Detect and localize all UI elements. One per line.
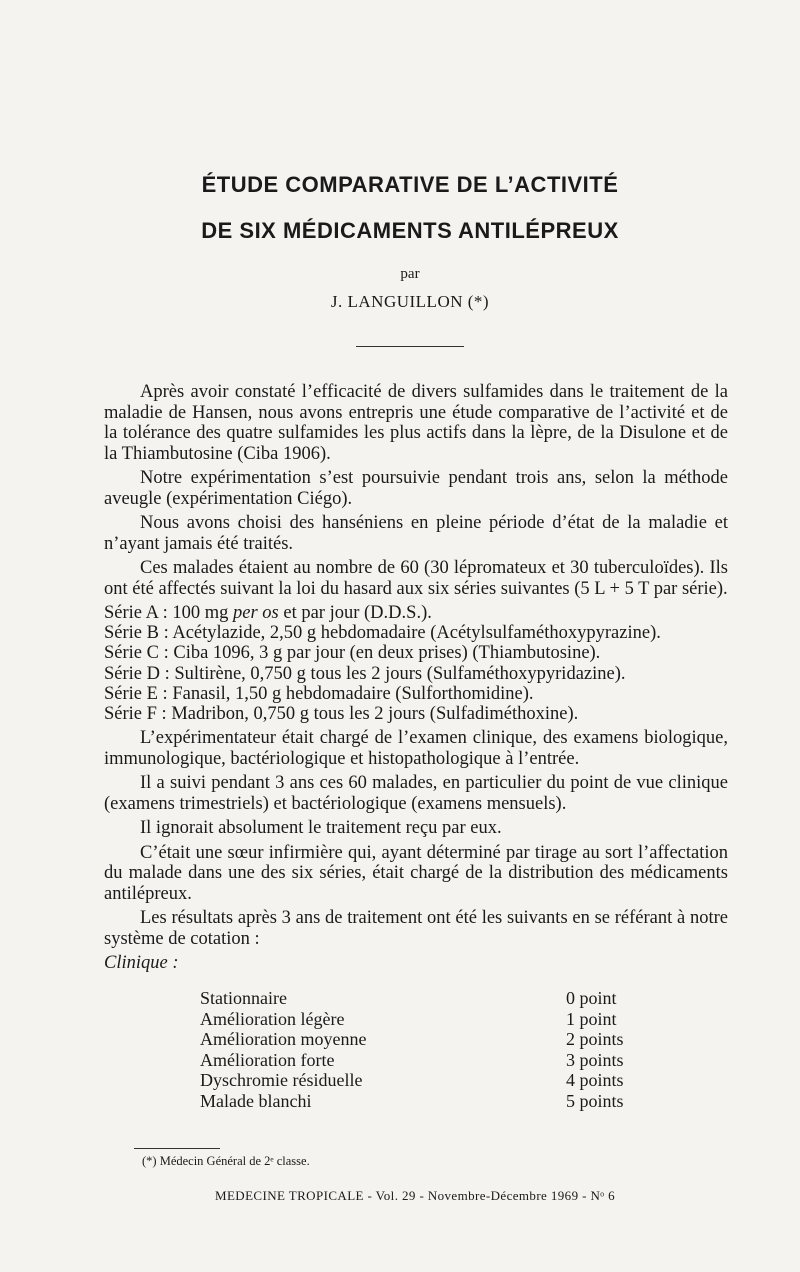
score-label: Dyschromie résiduelle bbox=[200, 1070, 363, 1090]
series-item: Série D : Sultirène, 0,750 g tous les 2 jours (Sulfaméthoxypyridazine). bbox=[104, 663, 626, 684]
series-item: Série B : Acétylazide, 2,50 g hebdomadaire (Acétylsulfaméthoxypyrazine). bbox=[104, 623, 661, 644]
paragraph: Notre expérimentation s’est poursuivie pendant trois ans, selon la méthode aveugle (expérimentation Ciégo). bbox=[104, 468, 728, 509]
paragraph: Nous avons choisi des hanséniens en pleine période d’état de la maladie et n’ayant jamais été traités. bbox=[104, 513, 728, 554]
paragraph: Il a suivi pendant 3 ans ces 60 malades, en particulier du point de vue clinique (examens trimestriels) et bactériologique (examens mensuels). bbox=[104, 773, 728, 814]
title-line-2: DE SIX MÉDICAMENTS ANTILÉPREUX bbox=[201, 218, 619, 243]
paragraph: L’expérimentateur était chargé de l’examen clinique, des examens biologique, immunologique, bactériologique et histopathologique à l’entrée. bbox=[104, 728, 728, 769]
score-row bbox=[200, 1091, 640, 1112]
score-row bbox=[200, 1070, 640, 1091]
title-line-1: ÉTUDE COMPARATIVE DE L’ACTIVITÉ bbox=[201, 172, 619, 197]
score-row bbox=[200, 1050, 640, 1071]
paragraph: Il ignorait absolument le traitement reçu par eux. bbox=[140, 818, 502, 839]
score-label: Amélioration forte bbox=[200, 1049, 335, 1070]
score-row bbox=[200, 1009, 640, 1030]
score-value: 1 point bbox=[566, 1008, 617, 1029]
series-item: Série F : Madribon, 0,750 g tous les 2 jours (Sulfadiméthoxine). bbox=[104, 704, 579, 725]
series-item: Série E : Fanasil, 1,50 g hebdomadaire (Sulforthomidine). bbox=[104, 683, 534, 704]
series-item: Série A : 100 mg per os et par jour (D.D.S.). bbox=[104, 603, 432, 623]
score-label: Malade blanchi bbox=[200, 1090, 312, 1111]
score-label: Amélioration légère bbox=[200, 1008, 345, 1029]
paragraph: Ces malades étaient au nombre de 60 (30 lépromateux et 30 tuberculoïdes). Ils ont été affectés suivant la loi du hasard aux six séries suivantes (5 L + 5 T par série). bbox=[104, 558, 728, 599]
score-value: 3 points bbox=[566, 1049, 624, 1070]
score-label: Stationnaire bbox=[200, 988, 287, 1008]
clinique-label: Clinique : bbox=[104, 953, 179, 974]
journal-footer: MEDECINE TROPICALE - Vol. 29 - Novembre-Décembre 1969 - Nᵒ 6 bbox=[215, 1188, 615, 1203]
author-divider bbox=[356, 346, 464, 347]
paragraph: Après avoir constaté l’efficacité de divers sulfamides dans le traitement de la maladie de Hansen, nous avons entrepris une étude comparative de l’activité et de la tolérance des quatre sulfamides les plus actifs dans la lèpre, de la Disulone et de la Thiambutosine (Ciba 1906). bbox=[104, 382, 728, 464]
score-value: 2 points bbox=[566, 1029, 624, 1049]
score-row bbox=[200, 988, 640, 1009]
score-label: Amélioration moyenne bbox=[200, 1029, 367, 1049]
score-value: 0 point bbox=[566, 988, 617, 1008]
article-body bbox=[104, 382, 728, 978]
series-item: Série C : Ciba 1096, 3 g par jour (en deux prises) (Thiambutosine). bbox=[104, 643, 601, 664]
score-row bbox=[200, 1029, 640, 1050]
author: J. LANGUILLON (*) bbox=[330, 292, 490, 311]
scoring-table bbox=[200, 988, 640, 1111]
score-value: 4 points bbox=[566, 1070, 624, 1090]
series-list bbox=[104, 603, 728, 724]
byline-par: par bbox=[400, 266, 420, 282]
score-value: 5 points bbox=[566, 1090, 624, 1111]
paragraph: Les résultats après 3 ans de traitement ont été les suivants en se référant à notre système de cotation : bbox=[104, 908, 728, 949]
footnote-divider bbox=[134, 1148, 220, 1149]
footnote: (*) Médecin Général de 2ᵉ classe. bbox=[142, 1154, 310, 1168]
paragraph: C’était une sœur infirmière qui, ayant déterminé par tirage au sort l’affectation du malade dans une des six séries, était chargé de la distribution des médicaments antilépreux. bbox=[104, 842, 728, 904]
